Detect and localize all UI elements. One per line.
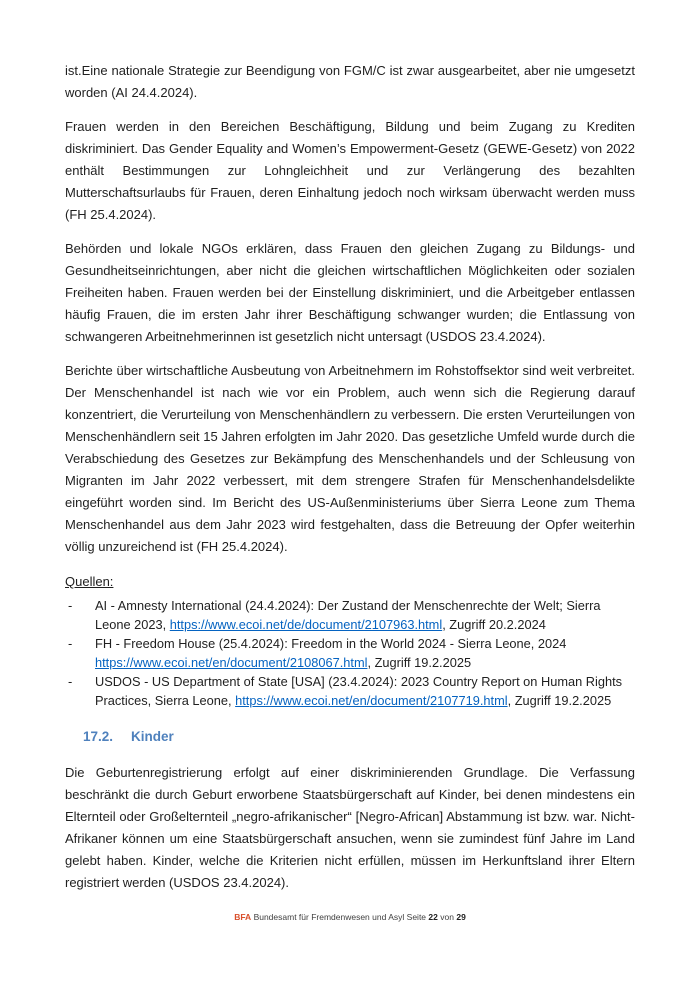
footer-page-total: 29 (456, 912, 466, 922)
source-prefix: USDOS - US Department of State [USA] (23.4.2024): 2023 Country Report on Human Rights Practices, Sierra Leone, (95, 674, 623, 708)
source-item-fh (65, 634, 635, 672)
footer-of-label: von (440, 912, 454, 922)
footer-brand-bfa: BFA (234, 912, 252, 922)
list-dash-icon: - (68, 674, 73, 689)
source-suffix: , Zugriff 19.2.2025 (367, 655, 472, 670)
section-number: 17.2. (83, 729, 114, 744)
source-link-ecoi[interactable]: https://www.ecoi.net/de/document/2107963.html (169, 617, 443, 632)
sources-list (65, 596, 635, 710)
footer-page-label: Seite (406, 912, 427, 922)
source-suffix: , Zugriff 19.2.2025 (507, 693, 612, 708)
page-footer (0, 912, 700, 922)
source-text (95, 636, 566, 670)
paragraph-menschenhandel: Berichte über wirtschaftliche Ausbeutung von Arbeitnehmern im Rohstoffsektor sind weit verbreitet. Der Menschenhandel ist nach wie vor ein Problem, auch wenn sich die Regierung darauf konzentriert, die Verurteilung von Menschenhändlern zu verbessern. Die ersten Verurteilungen von Menschenhändlern seit 15 Jahren erfolgten im Jahr 2020. Das gesetzliche Umfeld wurde durch die Verabschiedung des Gesetzes zur Bekämpfung des Menschenhandels und der Schleusung von Migranten im Jahr 2022 verbessert, mit dem strengere Strafen für Menschenhandelsdelikte eingeführt worden sind. Im Bericht des US-Außenministeriums über Sierra Leone zum Thema Menschenhandel aus dem Jahr 2023 wird festgehalten, dass die Betreuung der Opfer weiterhin völlig unzureichend ist (FH 25.4.2024). (65, 363, 635, 554)
paragraph-frauen-diskriminierung: Frauen werden in den Bereichen Beschäftigung, Bildung und beim Zugang zu Krediten diskriminiert. Das Gender Equality and Women’s Empowerment-Gesetz (GEWE-Gesetz) von 2022 enthält Bestimmungen zur Lohngleichheit und zur Verlängerung des bezahlten Mutterschaftsurlaubs für Frauen, deren Einhaltung jedoch noch wirksam überwacht werden muss (FH 25.4.2024). (65, 119, 635, 222)
source-prefix: FH - Freedom House (25.4.2024): Freedom in the World 2024 - Sierra Leone, 2024 (95, 636, 567, 651)
source-item-usdos (65, 672, 635, 710)
section-title: Kinder (131, 729, 174, 744)
list-dash-icon: - (68, 636, 73, 651)
source-link-ecoi[interactable]: https://www.ecoi.net/en/document/2108067.html (95, 655, 368, 670)
source-prefix: AI - Amnesty International (24.4.2024): Der Zustand der Menschenrechte der Welt; Sierra Leone 2023, (95, 598, 601, 632)
paragraph-geburtenregistrierung: Die Geburtenregistrierung erfolgt auf einer diskriminierenden Grundlage. Die Verfassung beschränkt die durch Geburt erworbene Staatsbürgerschaft auf Kinder, bei denen mindestens ein Elternteil oder Großelternteil „negro-afrikanischer“ [Negro-African] Abstammung ist bzw. war. Nicht-Afrikaner können um eine Staatsbürgerschaft ansuchen, wenn sie zumindest fünf Jahre im Land gelebt haben. Kinder, welche die Kriterien nicht erfüllen, müssen im Herkunftsland ihrer Eltern registriert werden (USDOS 23.4.2024). (65, 765, 635, 890)
footer-org-name: Bundesamt für Fremdenwesen und Asyl (253, 912, 405, 922)
source-suffix: , Zugriff 20.2.2024 (442, 617, 546, 632)
source-item-ai (65, 596, 635, 634)
paragraph-ngos-zugang: Behörden und lokale NGOs erklären, dass Frauen den gleichen Zugang zu Bildungs- und Gesundheitseinrichtungen, aber nicht die gleichen wirtschaftlichen Möglichkeiten oder sozialen Freiheiten haben. Frauen werden bei der Einstellung diskriminiert, und die Arbeitgeber entlassen häufig Frauen, die im ersten Jahr ihrer Beschäftigung schwanger wurden; die Entlassung von schwangeren Arbeitnehmerinnen ist gesetzlich nicht untersagt (USDOS 23.4.2024). (65, 241, 635, 344)
source-text (95, 674, 622, 708)
footer-page-number: 22 (428, 912, 438, 922)
list-dash-icon: - (68, 598, 73, 613)
source-text (95, 598, 601, 632)
sources-label: Quellen: (65, 574, 114, 589)
section-heading-kinder (83, 728, 635, 746)
source-link-ecoi[interactable]: https://www.ecoi.net/en/document/2107719.html (235, 693, 508, 708)
paragraph-fgmc-strategie: ist.Eine nationale Strategie zur Beendigung von FGM/C ist zwar ausgearbeitet, aber nie umgesetzt worden (AI 24.4.2024). (65, 63, 635, 100)
